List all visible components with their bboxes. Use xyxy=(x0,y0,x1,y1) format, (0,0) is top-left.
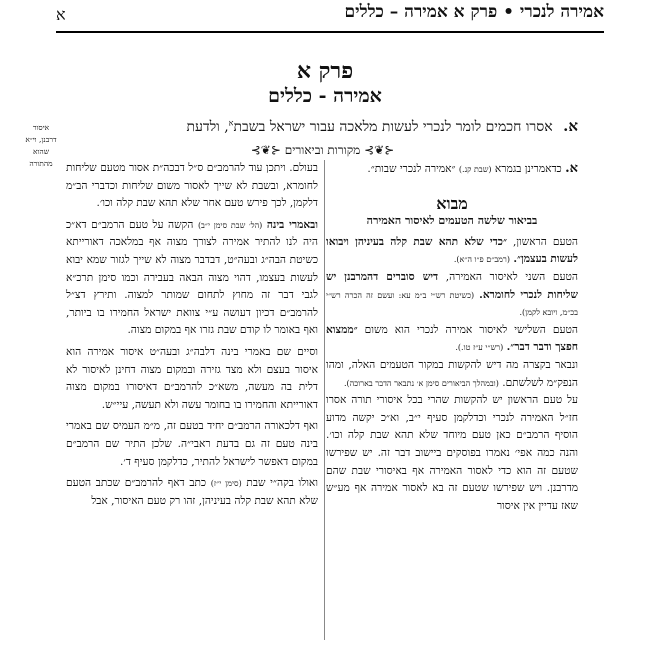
main-text-line xyxy=(58,117,578,136)
body-paragraph xyxy=(66,160,318,213)
ornament-left-icon: ⊰❦⊱ xyxy=(250,143,281,157)
body-text: ואף דלכאורה הרמב״ם יחיד בטעם זה, מ״מ העמיס שם באמרי בינה טעם זה גם בדעת ראבי״ה. שלכן התיר שם הרמב״ם במקום דאפשר לישראל להתיר, כדלקמן סעיף ד׳. xyxy=(66,420,318,468)
reason-ref: (רש״י ע״ז טו.). xyxy=(455,343,504,353)
column-divider xyxy=(324,160,325,640)
chapter-subtitle: אמירה - כללים xyxy=(268,85,382,107)
source-lead: א. xyxy=(565,161,578,176)
reason-ref: (רמב״ם פ״ו ה״א). xyxy=(453,255,510,265)
body-text: ואולו בקה״י שבת xyxy=(246,477,318,490)
body-paragraph xyxy=(66,344,318,414)
running-header xyxy=(56,0,604,30)
main-text-tail: , ולדעת xyxy=(186,119,229,135)
body-text: הקשה על טעם הרמב״ם דא״כ היה לנו להתיר אמירה לצורך מצוה אף במלאכה דאורייתא כשיטת הבה״ג ובעה״ט, דבדבר מצוה לא שייך לגזור שמא יבוא לעשות בעצמו, דהוי מצוה הבאה בעבירה וכמו סימן תרכ״א לגבי דבר זה מחוץ לתחום שמותר למצוה. ותירץ דצ״ל להרמב״ם דכיון דעושה ע״י צוואת ישראל החמירו בו ביותר, ואף באומר לו קודם שבת גזרו אף במקום מצוה. xyxy=(66,218,318,337)
margin-note-line: דרבנן, וי״א xyxy=(25,135,57,144)
main-text: אסרו חכמים לומר לנכרי לעשות מלאכה עבור ישראל בשבת xyxy=(233,119,553,135)
body-text: על טעם הראשון יש להקשות שהרי בכל איסורי תורה אסרו חז״ל האמירה לנכרי וכדלקמן סעיף י״ב, וא״כ יקשה מדוע הוסיף הרמב״ם כאן טעם מיוחד שלא תהא שבת קלה וכו׳. והנה כמה אפי׳ נאמרו בפוסקים ביישוב דבר זה. יש שפירשו שטעם זה הוא כדי לאסור האמירה אף באיסורי שבת שהם מדרבנן. ויש שפירשו שטעם זה בא לאסור אמירה אף מע״ש שאז עדיין אין איסור xyxy=(326,394,578,512)
chapter-title: פרק א xyxy=(296,58,354,84)
margin-note-line: מהתורה xyxy=(29,159,53,168)
footnote-marker: א xyxy=(228,118,234,128)
source-paragraph xyxy=(326,160,578,179)
body-lead: ובאמרי בינה xyxy=(266,218,318,231)
body-text: כתב דאף להרמב״ם שכתב הטעם שלא תהא שבת קלה בעיניהן, זהו רק טעם האיסור, אבל xyxy=(66,477,318,507)
body-text: בעולם. ויתכן עוד להרמב״ם ס״ל דבכה״ת אסור מטעם שליחות לחומרא, ובשבת לא שייך לאסור משום שליחות וכדברי הב״מ דלקמן, לכך פירש טעם אחר שלא תהא שבת קלה וכו׳. xyxy=(66,162,318,210)
header-rule xyxy=(56,31,604,33)
ornament-right-icon: ⊰❦⊱ xyxy=(360,143,395,157)
margin-note-line: שהוא xyxy=(32,147,50,156)
reason-bold: דיש סוברים דהמרבנן יש שליחות לנכרי לחומרא. xyxy=(326,270,578,301)
reason-paragraph xyxy=(326,322,578,357)
reason-bold: ״כדי שלא תהא שבת קלה בעיניהן ויבואו לעשות בעצמן״. xyxy=(326,235,578,266)
sources-header-text: מקורות וביאורים xyxy=(284,143,361,157)
body-paragraph xyxy=(326,392,578,515)
paragraph-number: א. xyxy=(563,117,578,135)
reason-lead: הטעם השלישי לאיסור אמירה לנכרי הוא משום xyxy=(364,323,578,336)
reason-lead: הטעם הראשון, xyxy=(512,235,578,248)
reason-paragraph xyxy=(326,269,578,322)
source-ref: (שבת קנ.) xyxy=(458,165,492,174)
body-paragraph xyxy=(66,217,318,340)
body-ref: (ובמהלך הביאורים סימן א׳ נתבאר הדבר בארוכה). xyxy=(343,378,499,388)
left-column xyxy=(66,160,318,510)
body-text: וסיים שם באמרי בינה דלבה״ג ובעה״ט איסור אמירה הוא איסור בעצם ולא מצד גזירה ובמקום מצוה דחינן לאיסור לא דלית בה מעשה, משא״כ להרמב״ם דאיסורו במקום מצוה דאורייתא והחמירו בו בחומר עשה ולא תעשה, עיי״ש. xyxy=(66,345,318,411)
reason-ref: (כשיטת רש״י ב״מ עא: ועשם זה הכרה רש״י בכ״מ, ויובא לקמן). xyxy=(326,290,578,318)
reason-lead: הטעם השני לאיסור האמירה, xyxy=(445,270,578,283)
sources-header xyxy=(215,143,430,158)
body-paragraph xyxy=(66,475,318,510)
intro-subheading: בביאור שלשה הטעמים לאיסור האמירה xyxy=(366,214,538,228)
body-text: ונבאר בקצרה מה דיש להקשות במקור הטעמים האלה, ומהו הנפק״מ לשלשתם. xyxy=(326,358,578,389)
source-text: ״אמירה לנכרי שבות״. xyxy=(367,163,456,175)
margin-note xyxy=(15,122,67,170)
source-text: כדאמרינן בגמרא xyxy=(494,163,562,175)
body-ref: (הל׳ שבת סימן י״ב) xyxy=(197,220,263,230)
body-ref: (סימן י״ז) xyxy=(210,479,242,489)
body-paragraph xyxy=(326,357,578,392)
reason-bold: ״ממצוא חפצך ודבר דבר״. xyxy=(326,323,578,354)
intro-heading: מבוא xyxy=(436,193,468,213)
margin-note-line: איסור xyxy=(32,123,50,132)
reason-paragraph xyxy=(326,234,578,269)
page-letter: א xyxy=(56,5,66,24)
right-column xyxy=(326,160,578,515)
body-paragraph xyxy=(66,418,318,471)
running-header-title: אמירה לנכרי • פרק א אמירה – כללים xyxy=(344,2,604,22)
